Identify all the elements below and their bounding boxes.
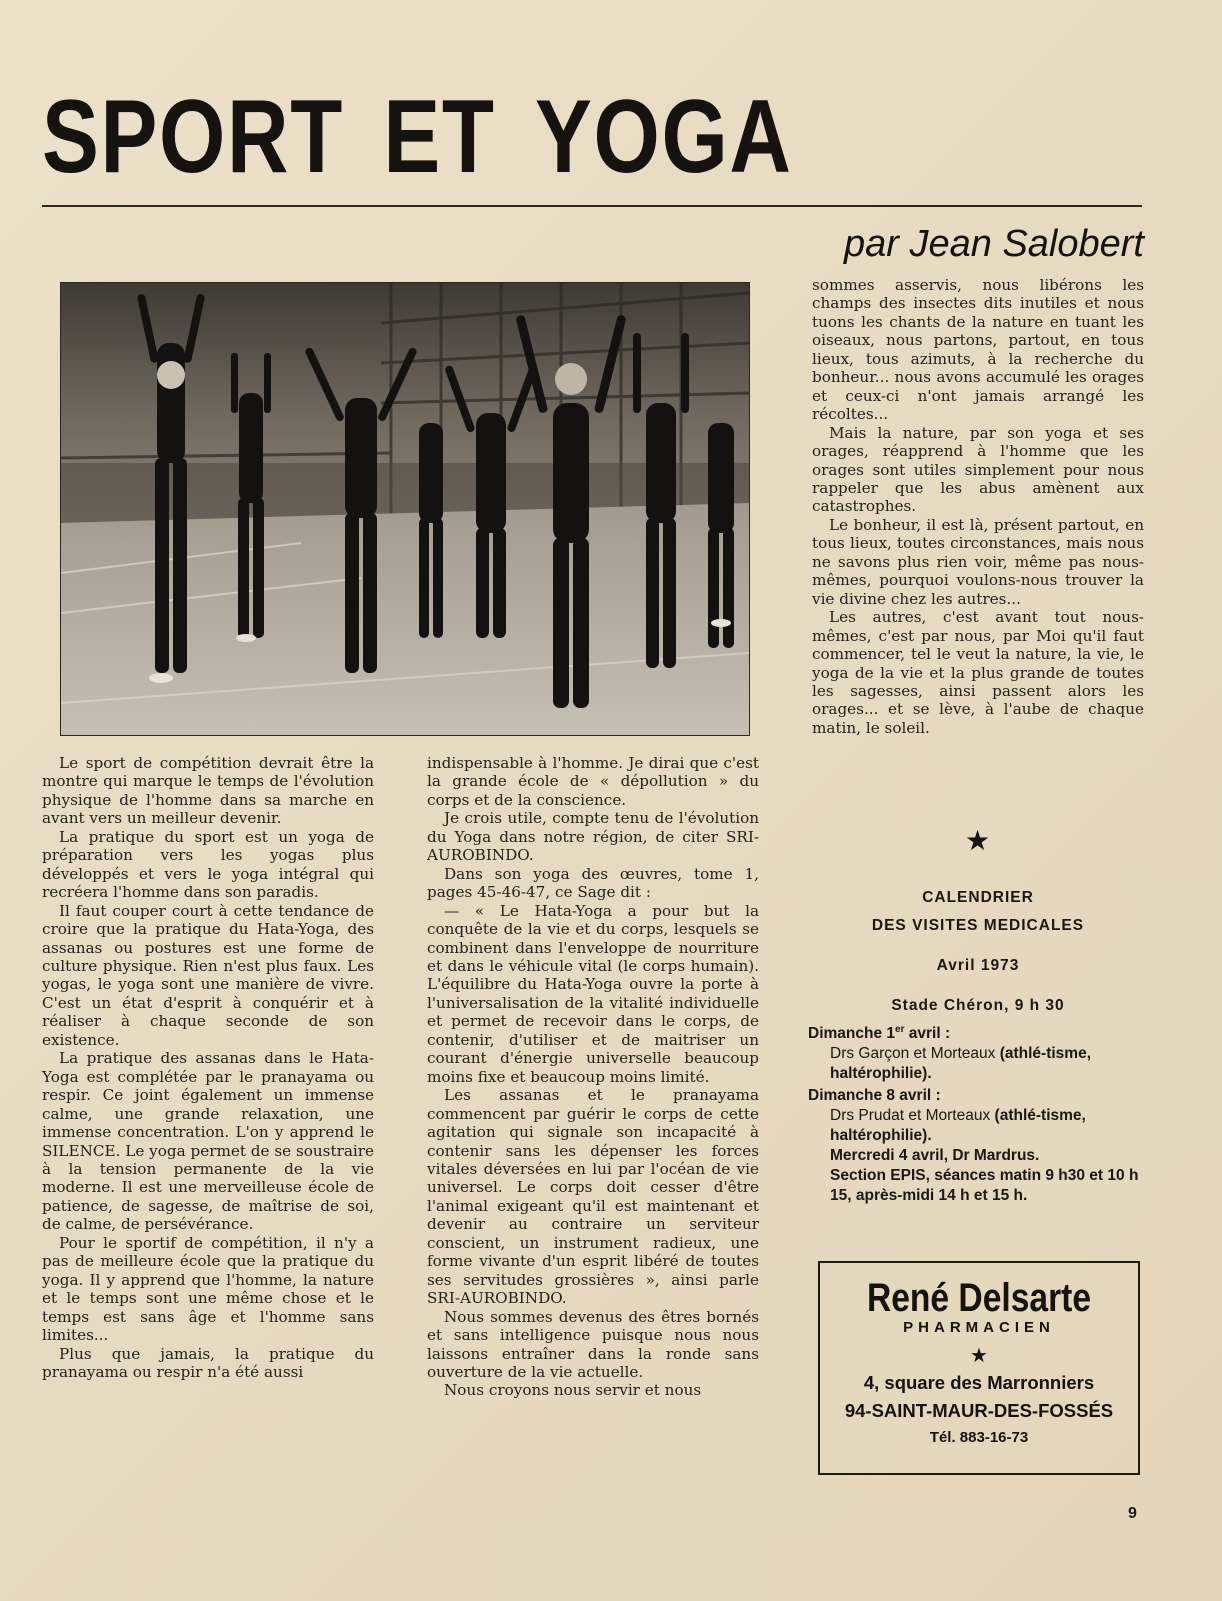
calendar-day-1: Dimanche 1er avril : bbox=[808, 1024, 951, 1043]
paragraph: indispensable à l'homme. Je dirai que c'est la grande école de « dépollution » du corps et de la conscience. bbox=[427, 754, 759, 809]
paragraph: Il faut couper court à cette tendance de croire que la pratique du Hata-Yoga, des assanas ou postures est une forme de culture physique. Rien n'est plus faux. Les yogas, le yoga sont une manière de vivre. C'est un état d'esprit à conquérir et à réaliser à chaque seconde de son existence. bbox=[42, 901, 374, 1049]
star-icon: ★ bbox=[970, 1343, 988, 1367]
paragraph: Le bonheur, il est là, présent partout, en tous lieux, toutes circonstances, mais nous ne savons plus rien voir, même pas nous-mêmes, pourquoi voulons-nous trouver la vie divine chez les autres... bbox=[812, 515, 1144, 608]
paragraph: Nous croyons nous servir et nous bbox=[444, 1381, 702, 1400]
calendar-day-2: Dimanche 8 avril : bbox=[808, 1087, 941, 1105]
title-rule bbox=[42, 205, 1142, 207]
advert-city: 94-SAINT-MAUR-DES-FOSSÉS bbox=[844, 1400, 1114, 1421]
byline: par Jean Salobert bbox=[844, 223, 1144, 265]
paragraph: Le sport de compétition devrait être la montre qui marque le temps de l'évolution physique de l'homme dans sa marche en avant vers un meilleur devenir. bbox=[42, 754, 374, 828]
photo-illustration bbox=[61, 283, 749, 735]
calendar-doctors-2: Drs Prudat et Morteaux (athlé-tisme, haltérophilie). bbox=[830, 1107, 1086, 1145]
article-column-1 bbox=[42, 754, 374, 1381]
advert-profession: PHARMACIEN bbox=[903, 1319, 1055, 1336]
article-column-2 bbox=[427, 754, 759, 1400]
advert-address: 4, square des Marronniers bbox=[863, 1372, 1095, 1393]
calendar-doctors-1: Drs Garçon et Morteaux (athlé-tisme, haltérophilie). bbox=[830, 1045, 1092, 1083]
paragraph: La pratique des assanas dans le Hata-Yoga est complétée par le pranayama ou respir. Ce joint également un immense calme, une grande relaxation, une immense concentration. L'on y apprend le SILENCE. Le yoga permet de se soustraire à la tension permanente de la vie moderne. Il est une merveilleuse école de patience, de sagesse, de maîtrise de soi, de calme, de persévérance. bbox=[42, 1049, 374, 1234]
paragraph: Je crois utile, compte tenu de l'évolution du Yoga dans notre région, de citer SRI-AUROBINDO. bbox=[427, 809, 759, 865]
article-column-3 bbox=[812, 276, 1144, 737]
yoga-class-photo bbox=[60, 282, 750, 736]
pharmacy-advert bbox=[818, 1261, 1140, 1475]
advert-name: René Delsarte bbox=[866, 1276, 1092, 1320]
calendar-venue: Stade Chéron, 9 h 30 bbox=[891, 997, 1065, 1014]
calendar-section: Section EPIS, séances matin 9 h30 et 10 h 15, après-midi 14 h et 15 h. bbox=[830, 1167, 1139, 1205]
advert-phone: Tél. 883-16-73 bbox=[929, 1429, 1029, 1446]
paragraph: Nous sommes devenus des êtres bornés et sans intelligence puisque nous nous laissons entraîner dans la ronde sans ouverture de la vie actuelle. bbox=[427, 1307, 759, 1381]
calendar-heading-1: CALENDRIER bbox=[922, 889, 1034, 906]
paragraph: — « Le Hata-Yoga a pour but la conquête de la vie et du corps, lesquels se combinent dans l'enveloppe de nourriture et dans le véhicule vital (le corps humain). L'équilibre du Hata-Yoga ouvre la porte à l'universalisation de la vitalité individuelle et permet de recevoir dans le corps, de contenir, d'utiliser et de maitriser un courant d'énergie universelle beaucoup moins fixe et beaucoup moins limité. bbox=[427, 901, 759, 1086]
paragraph: Les assanas et le pranayama commencent par guérir le corps de cette agitation qui signale son incapacité à contenir sans les dépenser les forces vitales déversées en lui par l'océan de vie universel. Le corps doit cesser d'être l'animal exigeant qu'il est maintenant et devenir au contraire un serviteur conscient, un instrument radieux, une forme vivante d'un esprit libéré de toutes ses servitudes grossières », ainsi parle SRI-AUROBINDO. bbox=[427, 1086, 759, 1308]
paragraph: Pour le sportif de compétition, il n'y a pas de meilleure école que la pratique du yoga. Il y apprend que l'homme, la nature et le temps sont une même chose et le temps est sans âge et l'homme sans limites... bbox=[42, 1233, 374, 1345]
paragraph: Dans son yoga des œuvres, tome 1, pages 45-46-47, ce Sage dit : bbox=[427, 864, 759, 902]
paragraph: La pratique du sport est un yoga de préparation vers les yogas plus développés et vers le yoga intégral qui recréera l'homme dans son paradis. bbox=[42, 827, 374, 902]
page-number: 9 bbox=[1128, 1505, 1137, 1522]
medical-calendar bbox=[808, 888, 1148, 1206]
article-title: SPORT ET YOGA bbox=[42, 79, 793, 195]
star-icon: ★ bbox=[965, 824, 991, 857]
paragraph: Plus que jamais, la pratique du pranayama ou respir n'a été aussi bbox=[42, 1344, 374, 1381]
paragraph: sommes asservis, nous libérons les champs des insectes dits inutiles et nous tuons les chants de la nature en tuant les oiseaux, nous partons, partout, en tous lieux, tous azimuts, à la recherche du bonheur... nous avons accumulé les orages et ceux-ci n'ont jamais arrangé les récoltes... bbox=[812, 276, 1144, 424]
paragraph: Les autres, c'est avant tout nous-mêmes, c'est par nous, par Moi qu'il faut commencer, tel le veut la nature, la vie, le yoga de la vie et la plus grande de toutes les sagesses, ainsi passent alors les orages... et se lève, à l'aube de chaque matin, le soleil. bbox=[812, 608, 1144, 737]
calendar-heading-2: DES VISITES MEDICALES bbox=[871, 917, 1085, 934]
calendar-wednesday: Mercredi 4 avril, Dr Mardrus. bbox=[830, 1147, 1040, 1165]
calendar-month: Avril 1973 bbox=[936, 957, 1020, 974]
paragraph: Mais la nature, par son yoga et ses orages, réapprend à l'homme que les orages sont utiles simplement pour nous rappeler que les abus amènent aux catastrophes. bbox=[812, 423, 1144, 516]
